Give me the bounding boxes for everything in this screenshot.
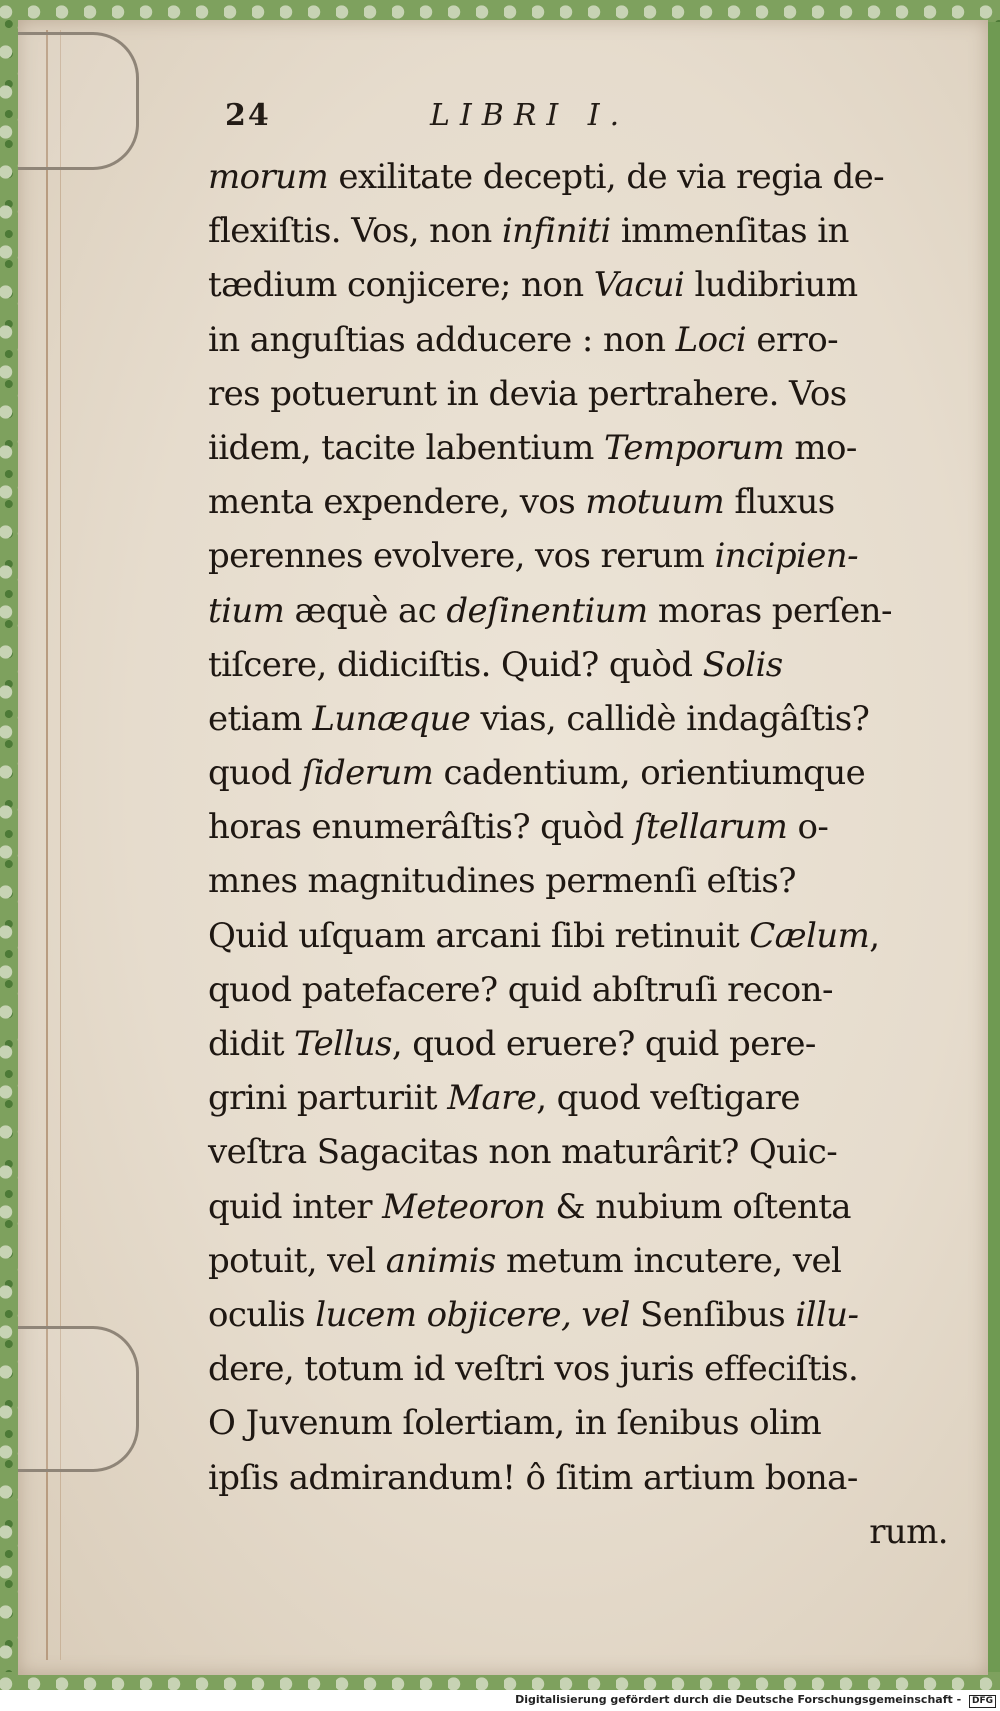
text-segment: cadentium, orientiumque [433, 753, 866, 794]
clasp-loop-bottom [18, 1326, 139, 1472]
text-line [208, 746, 948, 800]
italic-term: Tellus [294, 1024, 392, 1064]
text-segment: perennes evolvere, vos rerum [208, 536, 715, 577]
italic-term: Mare [447, 1078, 537, 1119]
text-line [208, 367, 948, 421]
text-segment: metum incutere, vel [495, 1240, 842, 1281]
text-line [208, 1180, 948, 1234]
text-line [208, 150, 948, 204]
text-line [208, 692, 948, 746]
text-segment: æquè ac [284, 590, 447, 631]
text-segment: menta expendere, vos [208, 482, 586, 523]
text-line [208, 638, 948, 692]
text-segment: o- [787, 807, 829, 848]
italic-term: Temporum [603, 427, 785, 468]
text-line [208, 1125, 948, 1179]
italic-term: Vacui [593, 265, 685, 306]
text-line [208, 529, 948, 583]
italic-term: infiniti [501, 211, 611, 252]
text-segment: potuit, vel [208, 1240, 386, 1281]
credit-text: Digitalisierung gefördert durch die Deutsche Forschungsgemeinschaft - [515, 1693, 962, 1706]
text-segment: etiam [208, 698, 313, 739]
text-line [208, 1234, 948, 1288]
text-segment: , quod veſtigare [536, 1078, 800, 1119]
text-segment: erro- [746, 319, 839, 360]
text-segment: moras perſen- [647, 590, 892, 631]
text-line [208, 1396, 948, 1450]
text-segment: quid inter [208, 1186, 383, 1227]
text-segment: dere, totum id veſtri vos juris effeciſtis. [208, 1349, 859, 1390]
text-segment: in anguſtias adducere : non [208, 319, 676, 360]
text-segment: O Juvenum ſolertiam, in ſenibus olim [208, 1403, 822, 1444]
text-line [208, 963, 948, 1017]
italic-term: ſtellarum [633, 807, 788, 848]
text-line [208, 1017, 948, 1071]
digitization-credit [515, 1693, 996, 1708]
italic-term: deſinentium [446, 590, 648, 631]
text-segment: exilitate decepti, de via regia de- [328, 157, 885, 197]
text-line [208, 1342, 948, 1396]
text-segment: veſtra Sagacitas non maturârit? Quic- [208, 1132, 838, 1173]
italic-term: tium [208, 590, 285, 631]
text-segment: tiſcere, didiciſtis. Quid? quòd [208, 644, 703, 685]
text-segment: mnes magnitudines permenſi eſtis? [208, 861, 796, 902]
text-segment: flexiſtis. Vos, non [208, 211, 502, 252]
text-segment: , [869, 915, 880, 956]
text-segment: tædium conjicere; non [208, 265, 594, 306]
italic-term: morum [208, 157, 329, 197]
page-number: 24 [225, 98, 271, 133]
running-head: LIBRI I. [430, 98, 630, 133]
marbled-edge-top [0, 0, 1000, 22]
text-segment: mo- [784, 427, 857, 468]
text-segment: immenſitas in [610, 211, 849, 252]
text-segment: quod [208, 753, 302, 794]
italic-term: Cælum [749, 915, 870, 956]
text-segment: iidem, tacite labentium [208, 427, 604, 468]
text-line [208, 204, 948, 258]
text-segment: oculis [208, 1294, 306, 1335]
text-line [208, 421, 948, 475]
text-line [208, 800, 948, 854]
italic-term: Solis [702, 644, 783, 685]
text-segment: grini parturiit [208, 1078, 448, 1119]
text-segment: res potuerunt in devia pertrahere. Vos [208, 373, 847, 414]
text-line [208, 1451, 948, 1505]
italic-term: lucem objicere, vel [305, 1294, 641, 1335]
text-segment: fluxus [724, 482, 835, 523]
text-segment: vias, callidè indagâſtis? [470, 698, 870, 739]
italic-term: Loci [675, 319, 747, 360]
italic-term: motuum [585, 482, 725, 523]
clasp-loop-top [18, 32, 139, 170]
page-header [225, 98, 825, 148]
text-segment: ipſis admirandum! ô ſitim artium bona- [208, 1457, 858, 1498]
text-line [208, 475, 948, 529]
text-line [208, 258, 948, 312]
text-line [208, 584, 948, 638]
italic-term: illu- [785, 1294, 859, 1335]
italic-term: Lunæque [312, 698, 471, 739]
text-segment: horas enumerâſtis? quòd [208, 807, 634, 848]
text-line [208, 854, 948, 908]
text-line [208, 1071, 948, 1125]
catchword: rum. [869, 1511, 948, 1552]
body-text [208, 150, 948, 1559]
text-line [208, 313, 948, 367]
italic-term: ſiderum [301, 753, 434, 794]
italic-term: Meteoron [382, 1186, 546, 1227]
text-segment: Quid uſquam arcani ſibi retinuit [208, 915, 750, 956]
text-line [208, 909, 948, 963]
text-segment: quod patefacere? quid abſtruſi recon- [208, 969, 833, 1010]
text-segment: & nubium oſtenta [545, 1186, 851, 1227]
text-segment: didit [208, 1024, 295, 1064]
text-line [208, 1288, 948, 1342]
dfg-logo: DFG [969, 1695, 996, 1708]
text-segment: , quod eruere? quid pere- [391, 1024, 816, 1064]
text-segment: Senſibus [640, 1294, 786, 1335]
italic-term: incipien- [714, 536, 858, 577]
text-segment: ludibrium [684, 265, 858, 306]
italic-term: animis [385, 1240, 496, 1281]
